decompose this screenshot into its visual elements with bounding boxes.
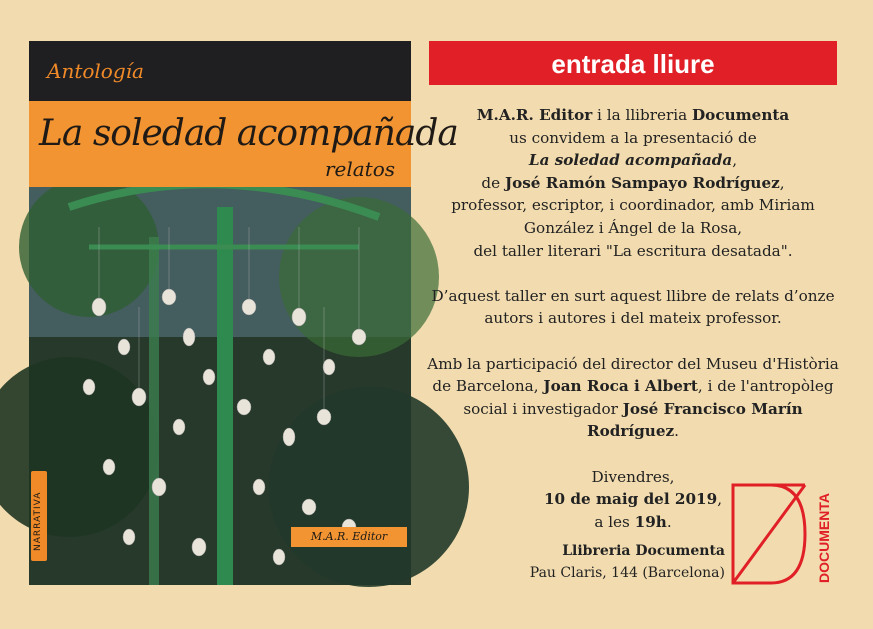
venue bbox=[530, 540, 725, 584]
venue-name bbox=[530, 540, 725, 562]
documenta-logo bbox=[731, 483, 833, 585]
event-time-prefix: a les bbox=[594, 512, 635, 531]
publisher-name: M.A.R. Editor bbox=[476, 106, 593, 124]
paragraph3-line-3 bbox=[426, 398, 840, 421]
intro-line-7: del taller literari "La escritura desatada". bbox=[473, 241, 793, 260]
paragraph3-line-4: Rodríguez. bbox=[587, 422, 679, 441]
cover-photo bbox=[29, 187, 411, 585]
paragraph2-line-1: D’aquest taller en surt aquest llibre de relats d’onze bbox=[431, 286, 835, 305]
event-date: 10 de maig del 2019 bbox=[543, 490, 718, 509]
intro-of: de bbox=[481, 173, 505, 192]
cover-subtitle: relatos bbox=[324, 157, 395, 181]
director-name: Joan Roca i Albert bbox=[543, 377, 698, 396]
intro-connector: i la llibreria bbox=[592, 106, 693, 124]
event-time: 19h bbox=[634, 512, 667, 531]
book-title: La soledad acompañada bbox=[528, 151, 733, 170]
paragraph3-text-b: , i de l'antropòleg bbox=[697, 377, 834, 396]
free-entry-banner: entrada lliure bbox=[429, 41, 837, 85]
cover-publisher: M.A.R. Editor bbox=[291, 527, 407, 547]
paragraph2-line-2: autors i autores i del mateix professor. bbox=[484, 309, 782, 328]
book-cover bbox=[29, 41, 458, 585]
event-time-line: a les 19h. bbox=[594, 512, 672, 531]
author-name: José Ramón Sampayo Rodríguez bbox=[504, 173, 780, 192]
researcher-name-part2: Rodríguez bbox=[587, 422, 675, 441]
intro-line-3: La soledad acompañada, bbox=[528, 151, 738, 170]
intro-line-4: de José Ramón Sampayo Rodríguez, bbox=[481, 173, 785, 192]
cover-title: La soledad acompañada bbox=[39, 113, 458, 154]
paragraph3-line-1: Amb la participació del director del Museu d'Història bbox=[427, 354, 839, 373]
paragraph3-line-2 bbox=[426, 375, 840, 398]
researcher-name-part1: José Francisco Marín bbox=[622, 399, 803, 418]
intro-line-5: professor, escriptor, i coordinador, amb Miriam bbox=[451, 196, 815, 215]
bookstore-name: Documenta bbox=[692, 106, 790, 124]
venue-name-text: Llibreria Documenta bbox=[562, 543, 725, 559]
paragraph3-text-a: de Barcelona, bbox=[432, 377, 544, 396]
invitation-text bbox=[426, 104, 840, 533]
venue-address: Pau Claris, 144 (Barcelona) bbox=[529, 565, 725, 581]
event-date-line: 10 de maig del 2019, bbox=[543, 490, 723, 509]
intro-line-6: González i Ángel de la Rosa, bbox=[523, 218, 743, 237]
logo-text: DOCUMENTA bbox=[816, 493, 832, 583]
intro-line-1 bbox=[426, 104, 840, 127]
event-weekday: Divendres, bbox=[591, 467, 675, 486]
intro-line-2: us convidem a la presentació de bbox=[509, 128, 757, 147]
paragraph3-text-c: social i investigador bbox=[463, 399, 623, 418]
cover-genre-tab bbox=[31, 471, 47, 561]
cover-anthology-label: Antología bbox=[47, 59, 144, 83]
cover-genre-label: NARRATIVA bbox=[33, 491, 43, 551]
